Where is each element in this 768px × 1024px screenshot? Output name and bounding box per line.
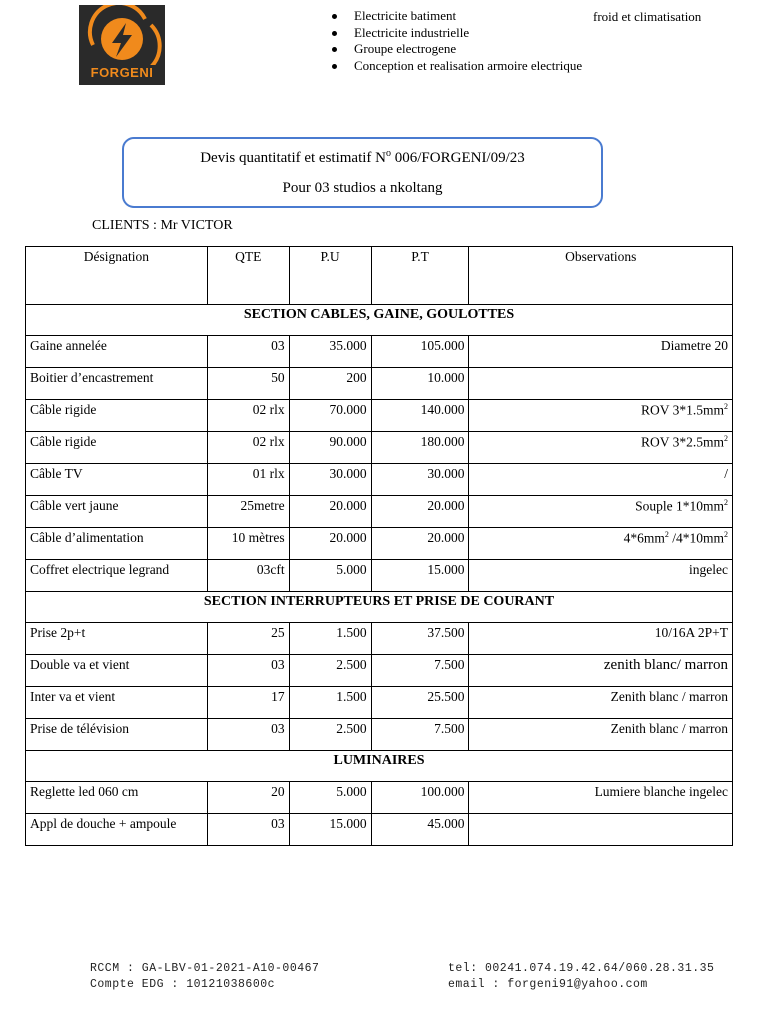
client-name: CLIENTS : Mr VICTOR (92, 218, 233, 233)
quote-table (25, 246, 733, 846)
service-item: Groupe electrogene (330, 41, 582, 58)
cell-pt: 105.000 (371, 336, 469, 368)
cell-pu: 1.500 (289, 687, 371, 719)
col-header-pu: P.U (289, 247, 371, 305)
cell-designation: Prise de télévision (26, 719, 208, 751)
cell-pu: 20.000 (289, 528, 371, 560)
cell-designation: Câble vert jaune (26, 496, 208, 528)
section-title: SECTION INTERRUPTEURS ET PRISE DE COURANT (26, 592, 733, 623)
service-item: Conception et realisation armoire electrique (330, 58, 582, 75)
cell-qte: 02 rlx (207, 432, 289, 464)
footer-rccm: RCCM : GA-LBV-01-2021-A10-00467 (90, 962, 320, 975)
cell-designation: Gaine annelée (26, 336, 208, 368)
cell-pu: 30.000 (289, 464, 371, 496)
services-list (330, 8, 582, 74)
cell-pu: 35.000 (289, 336, 371, 368)
lightning-bolt-icon (79, 5, 165, 65)
cell-obs: 10/16A 2P+T (469, 623, 733, 655)
cell-pu: 5.000 (289, 560, 371, 592)
cell-qte: 01 rlx (207, 464, 289, 496)
extra-service: froid et climatisation (593, 9, 702, 24)
table-header-row (26, 247, 733, 305)
cell-qte: 25metre (207, 496, 289, 528)
cell-obs (469, 814, 733, 846)
table-row (26, 719, 733, 751)
cell-qte: 20 (207, 782, 289, 814)
col-header-designation: Désignation (26, 247, 208, 305)
cell-designation: Appl de douche + ampoule (26, 814, 208, 846)
footer-email: email : forgeni91@yahoo.com (448, 978, 648, 991)
cell-pt: 7.500 (371, 719, 469, 751)
cell-obs: Zenith blanc / marron (469, 687, 733, 719)
cell-designation: Coffret electrique legrand (26, 560, 208, 592)
footer-compte: Compte EDG : 10121038600c (90, 978, 276, 991)
cell-pu: 1.500 (289, 623, 371, 655)
table-row (26, 336, 733, 368)
table-row (26, 814, 733, 846)
footer-tel: tel: 00241.074.19.42.64/060.28.31.35 (448, 962, 715, 975)
cell-pu: 200 (289, 368, 371, 400)
section-row (26, 592, 733, 623)
quote-title: Devis quantitatif et estimatif $N^o$ 006/FORGENI/09/23 (200, 148, 525, 166)
table-row (26, 655, 733, 687)
cell-pu: 2.500 (289, 655, 371, 687)
cell-designation: Inter va et vient (26, 687, 208, 719)
cell-qte: 03 (207, 814, 289, 846)
cell-pt: 37.500 (371, 623, 469, 655)
cell-obs: $4*6mm^2$ $/4*10mm^2$ (469, 528, 733, 560)
footer-left (90, 961, 319, 993)
table-row (26, 432, 733, 464)
quote-subtitle: Pour 03 studios a nkoltang (282, 180, 443, 196)
section-row (26, 305, 733, 336)
cell-pu: 90.000 (289, 432, 371, 464)
section-row (26, 751, 733, 782)
cell-pu: 20.000 (289, 496, 371, 528)
section-title: LUMINAIRES (26, 751, 733, 782)
table-row (26, 496, 733, 528)
cell-pt: 10.000 (371, 368, 469, 400)
table-row (26, 368, 733, 400)
cell-qte: 03 (207, 336, 289, 368)
cell-pt: 7.500 (371, 655, 469, 687)
cell-obs: ROV $3*2.5mm^2$ (469, 432, 733, 464)
table-row (26, 464, 733, 496)
cell-designation: Câble d’alimentation (26, 528, 208, 560)
col-header-observations: Observations (469, 247, 733, 305)
col-header-pt: P.T (371, 247, 469, 305)
cell-obs: / (469, 464, 733, 496)
cell-obs: ROV $3*1.5mm^2$ (469, 400, 733, 432)
cell-designation: Boitier d’encastrement (26, 368, 208, 400)
cell-pu: 2.500 (289, 719, 371, 751)
table-row (26, 528, 733, 560)
cell-pt: 180.000 (371, 432, 469, 464)
cell-qte: 10 mètres (207, 528, 289, 560)
cell-pu: 15.000 (289, 814, 371, 846)
cell-obs: ingelec (469, 560, 733, 592)
cell-qte: 03cft (207, 560, 289, 592)
table-row (26, 560, 733, 592)
cell-qte: 50 (207, 368, 289, 400)
cell-pt: 100.000 (371, 782, 469, 814)
table-row (26, 687, 733, 719)
cell-pt: 45.000 (371, 814, 469, 846)
cell-designation: Prise 2p+t (26, 623, 208, 655)
cell-qte: 03 (207, 655, 289, 687)
cell-pt: 25.500 (371, 687, 469, 719)
cell-pu: 70.000 (289, 400, 371, 432)
cell-qte: 03 (207, 719, 289, 751)
service-item: Electricite batiment (330, 8, 582, 25)
col-header-qte: QTE (207, 247, 289, 305)
forgeni-logo (79, 5, 165, 85)
cell-pt: 30.000 (371, 464, 469, 496)
cell-designation: Reglette led 060 cm (26, 782, 208, 814)
cell-pt: 15.000 (371, 560, 469, 592)
cell-obs: Zenith blanc / marron (469, 719, 733, 751)
cell-qte: 17 (207, 687, 289, 719)
cell-pt: 140.000 (371, 400, 469, 432)
cell-pu: 5.000 (289, 782, 371, 814)
cell-obs: zenith blanc/ marron (469, 655, 733, 687)
table-row (26, 623, 733, 655)
cell-designation: Câble rigide (26, 400, 208, 432)
cell-designation: Double va et vient (26, 655, 208, 687)
cell-obs: Diametre 20 (469, 336, 733, 368)
section-title: SECTION CABLES, GAINE, GOULOTTES (26, 305, 733, 336)
cell-pt: 20.000 (371, 496, 469, 528)
cell-qte: 25 (207, 623, 289, 655)
footer-right (448, 961, 714, 993)
title-box (122, 137, 603, 208)
service-item: Electricite industrielle (330, 25, 582, 42)
table-row (26, 782, 733, 814)
cell-obs: Lumiere blanche ingelec (469, 782, 733, 814)
logo-text: FORGENI (90, 65, 154, 80)
cell-qte: 02 rlx (207, 400, 289, 432)
cell-designation: Câble TV (26, 464, 208, 496)
cell-obs: Souple $1*10mm^2$ (469, 496, 733, 528)
cell-obs (469, 368, 733, 400)
cell-designation: Câble rigide (26, 432, 208, 464)
cell-pt: 20.000 (371, 528, 469, 560)
table-row (26, 400, 733, 432)
